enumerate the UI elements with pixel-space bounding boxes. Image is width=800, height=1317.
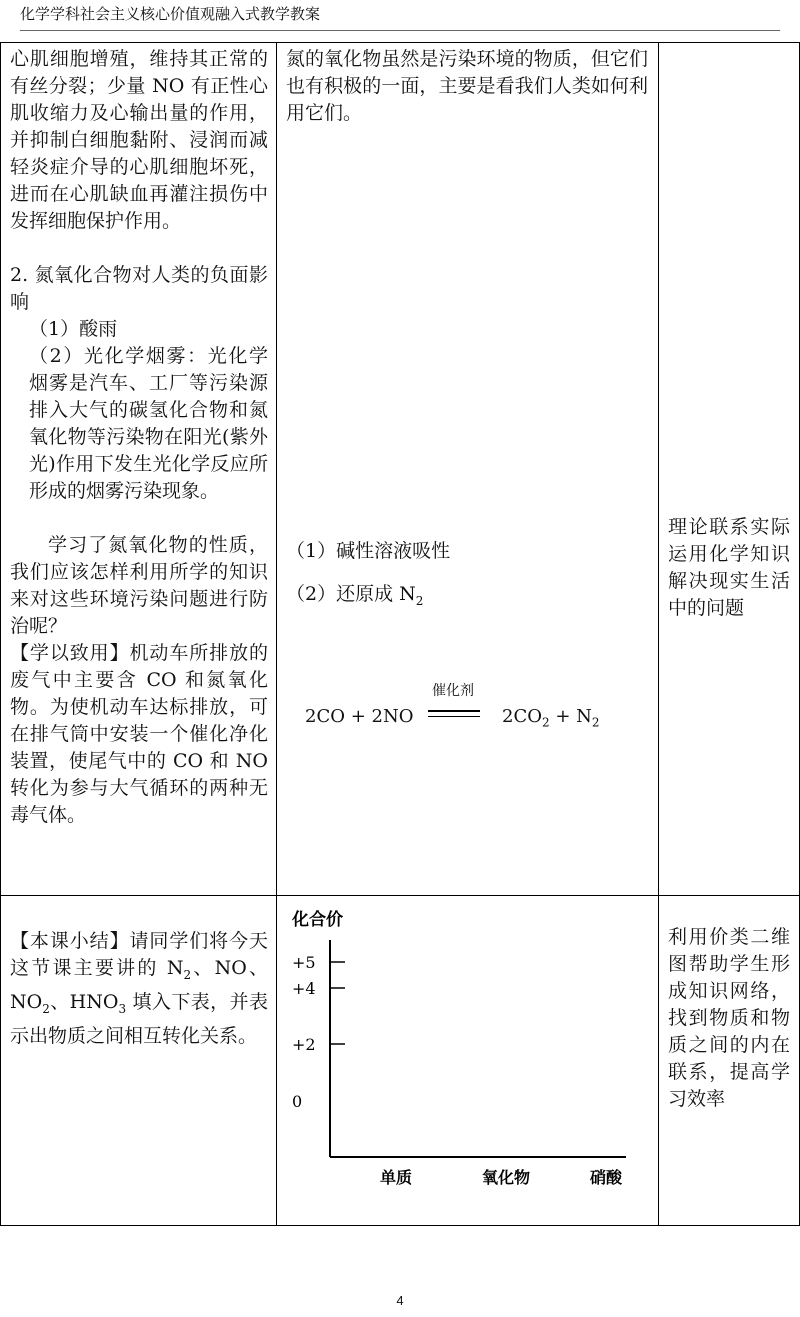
equation-reactants: 2CO + 2NO [305, 706, 414, 727]
paragraph-apply-learning: 【学以致用】机动车所排放的废气中主要含 CO 和氮氧化物。为使机动车达标排放，可在排气筒中安装一个催化净化装置，使尾气中的 CO 和 NO 转化为参与大气循环的两种无毒气体。 [10, 642, 268, 826]
y-axis-label: 化合价 [292, 910, 343, 930]
valence-class-chart [286, 900, 648, 1190]
equation-products: $2CO_2 + N_2$ [502, 706, 600, 730]
row1-col3-text [668, 514, 790, 622]
y-tick-label-5: +5 [292, 953, 316, 972]
y-tick-label-2: +2 [292, 1035, 316, 1054]
row2-col3-text [668, 924, 790, 1113]
page-footer [0, 1293, 800, 1308]
y-tick-label-4: +4 [292, 979, 316, 998]
paragraph-summary: 【本课小结】请同学们将今天这节课主要讲的 $N_2$、NO、$NO_2$、$HNO_3$ 填入下表，并表示出物质之间相互转化关系。 [10, 930, 269, 1047]
header-rule [20, 30, 780, 31]
x-category-label-1: 单质 [379, 1168, 413, 1187]
page-number: 4 [396, 1293, 404, 1308]
paragraph-prevention-question: 学习了氮氧化物的性质，我们应该怎样利用所学的知识来对这些环境污染问题进行防治呢？ [10, 534, 268, 637]
x-category-label-3: 硝酸 [589, 1168, 623, 1187]
column-divider-1 [276, 42, 277, 1226]
paragraph-no-benefits: 心肌细胞增殖，维持其正常的有丝分裂；少量 NO 有正性心肌收缩力及心输出量的作用，并抑制白细胞黏附、浸润而减轻炎症介导的心肌细胞坏死，进而在心肌缺血再灌注损伤中发挥细胞保护作用。 [10, 48, 268, 232]
table-border-left [0, 42, 1, 1226]
y-tick-label-0: 0 [292, 1092, 303, 1111]
method-reduce-n2: （2）还原成 $N_2$ [286, 583, 424, 608]
row2-col1-text [10, 928, 268, 1050]
row1-col2-intro [286, 46, 648, 127]
design-intent-2: 利用价类二维图帮助学生形成知识网络，找到物质和物质之间的内在联系，提高学习效率 [668, 926, 790, 1110]
page-header [20, 2, 780, 42]
paragraph-negative-heading: 2. 氮氧化合物对人类的负面影响 [10, 264, 268, 313]
table-border-top [0, 42, 800, 43]
catalyst-label: 催化剂 [432, 683, 474, 699]
design-intent-1: 理论联系实际运用化学知识解决现实生活中的问题 [668, 516, 790, 619]
chemical-equation [300, 680, 620, 740]
x-category-label-2: 氧化物 [481, 1168, 531, 1187]
equation-equals-sign [428, 710, 480, 718]
row-divider [0, 895, 800, 896]
header-title: 化学学科社会主义核心价值观融入式教学教案 [20, 5, 321, 23]
row1-col2-items [286, 538, 648, 615]
row1-col1-text [10, 46, 268, 829]
table-border-bottom [0, 1225, 800, 1226]
paragraph-positive-side: 氮的氧化物虽然是污染环境的物质，但它们也有积极的一面，主要是看我们人类如何利用它们。 [286, 48, 648, 124]
item-photochemical-smog: （2）光化学烟雾：光化学烟雾是汽车、工厂等污染源排入大气的碳氢化合物和氮氧化物等污染物在阳光(紫外光)作用下发生光化学反应所形成的烟雾污染现象。 [29, 345, 268, 502]
item-acid-rain: （1）酸雨 [29, 318, 118, 340]
method-alkaline-absorb: （1）碱性溶液吸性 [286, 540, 451, 562]
column-divider-2 [658, 42, 659, 1226]
